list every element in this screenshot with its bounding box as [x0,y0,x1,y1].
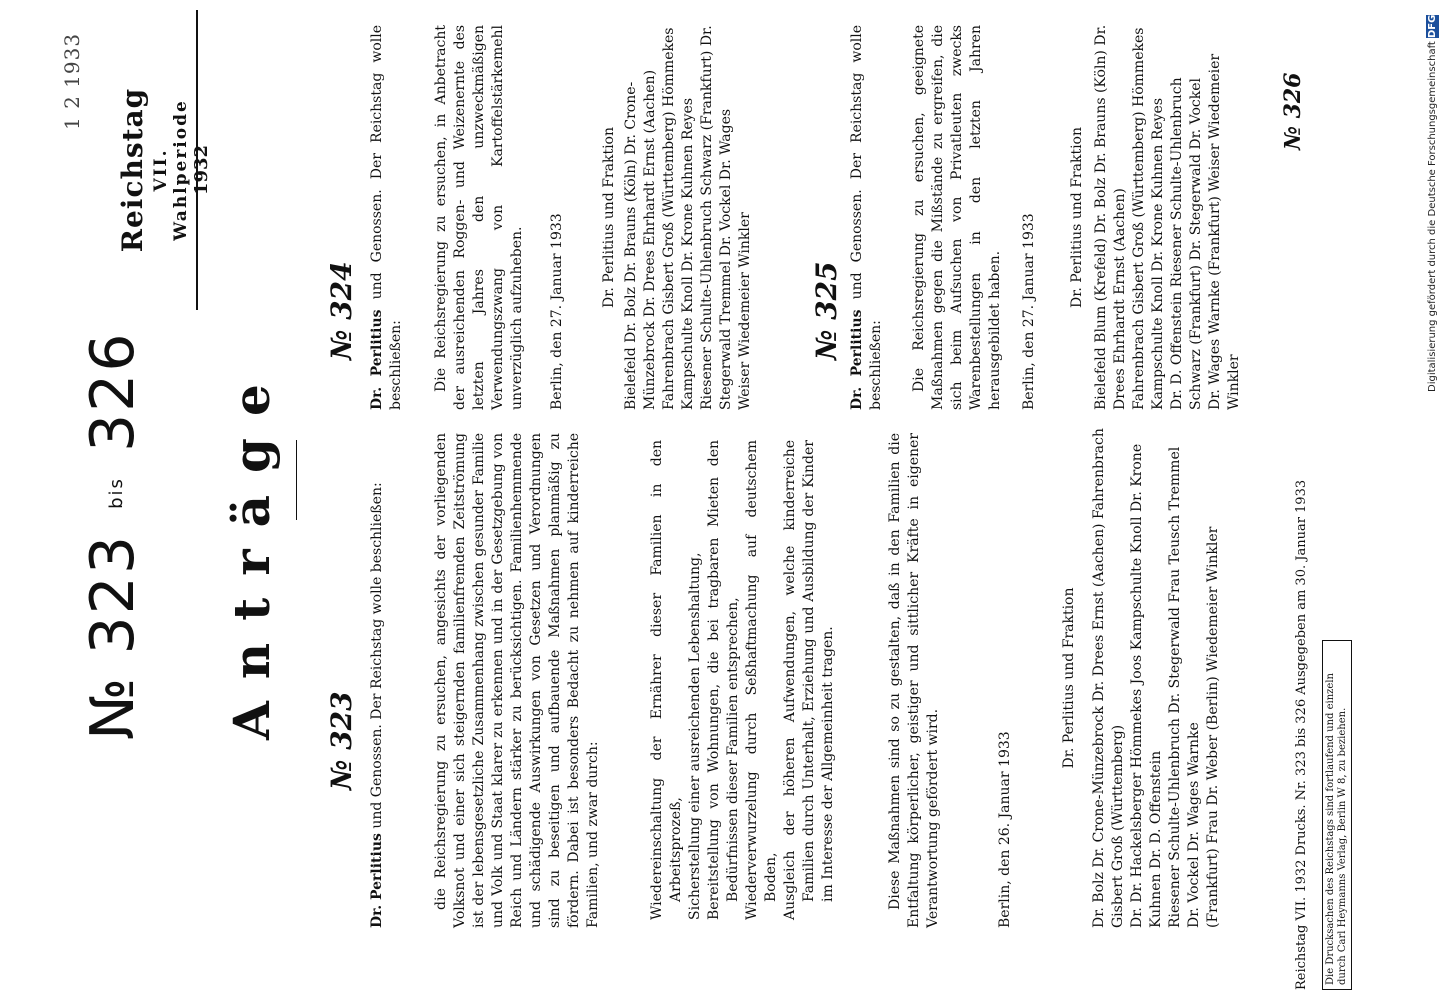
antrag-323-items [648,440,838,920]
antrag-325-intro-text: und Genossen. Der Reichstag wolle beschließen: [849,25,884,410]
digitization-text: Digitalisierung gefördert durch die Deutsche Forschungsgemeinschaft [1427,41,1438,392]
header-wahlperiode: VII. Wahlperiode [151,99,191,241]
footer-next-number: № 326 [1280,72,1306,150]
antrag-325-signers [1092,20,1244,410]
title-divider [296,440,297,520]
antrag-323-author: Dr. Perlitius [369,833,385,928]
signer-line: Riesener Schulte-Uhlenbruch Dr. Stegerwald Frau Teusch Tremmel Dr. Vockel Dr. Wages Warnke [1167,446,1202,928]
antrag-323-number: № 323 [325,691,358,790]
antrag-323-item: Wiedereinschaltung der Ernährer dieser Familien in den Arbeitsprozeß, [649,440,684,920]
signer-line: Dr. Bolz Dr. Crone-Münzebrock Dr. Drees Ernst (Aachen) Fahrenbrach Gisbert Groß (Württemberg) [1091,428,1126,928]
antrag-324-signers [622,20,755,410]
antrag-323-item: Sicherstellung einer ausreichenden Lebenshaltung, [687,552,703,920]
title-antraege: Anträge [222,362,281,740]
signer-line: Dr. Dr. Hackelsberger Hömmekes Joos Kampschulte Knoll Dr. Krone Kuhnen Dr. D. Offenstein [1129,443,1164,928]
antrag-323-date: Berlin, den 26. Januar 1933 [997,731,1013,928]
antrag-323-intro [368,433,387,928]
document-number-title [78,332,148,741]
signer-line: Bielefeld Blum (Krefeld) Dr. Bolz Dr. Brauns (Köln) Dr. Drees Ehrhardt Ernst (Aachen) [1093,24,1128,410]
footer-line: Reichstag VII. 1932 Drucks. Nr. 323 bis 326 Ausgegeben am 30. Januar 1933 [1294,479,1309,990]
antrag-323-signers-head: Dr. Perlitius und Fraktion [1061,587,1077,769]
signer-line: Weiser Wiedemeier Winkler [737,212,753,410]
signer-line: Bielefeld Dr. Bolz Dr. Brauns (Köln) Dr. Crone-Münzebrock Dr. Drees Ehrhardt Ernst (Aachen) [623,69,658,410]
antrag-323-signers [1090,428,1223,928]
antrag-324-signers-head: Dr. Perlitius und Fraktion [601,127,617,308]
antrag-323-item: Bereitstellung von Wohnungen, die bei tragbaren Mieten den Bedürfnissen dieser Familien entsprechen, [706,440,741,920]
antrag-325-date: Berlin, den 27. Januar 1933 [1021,213,1037,410]
title-number-suffix: 326 [78,331,148,453]
antrag-324-intro-text: und Genossen. Der Reichstag wolle beschließen: [369,25,404,410]
digitization-note [1427,12,1447,392]
antrag-325-intro [848,25,886,410]
date-stamp: 1 2 1933 [60,32,84,130]
antrag-325-number: № 325 [810,261,843,360]
antrag-325-signers-head: Dr. Perlitius und Fraktion [1069,127,1085,308]
signer-line: Riesener Schulte-Uhlenbruch Schwarz (Frankfurt) Dr. Stegerwald Tremmel Dr. Vockel Dr. Wages [699,25,734,410]
antrag-324-date: Berlin, den 27. Januar 1933 [549,213,565,410]
antrag-323-intro-text: und Genossen. Der Reichstag wolle beschließen: [369,482,385,834]
antrag-325-author: Dr. Perlitius [849,309,865,410]
antrag-323-body: die Reichsregierung zu ersuchen, angesichts der vorliegenden Volksnot und einer sich steigernden familienfremden Zeitströmung ist der lebensgesetzliche Zusammenhang zwischen gesunder Familie und Volk und Staat klarer zu erkennen und in der Gesetzgebung von Reich und Ländern stärker zu berücksichtigen. Familienhemmende und schädigende Auswirkungen von Gesetzen und Verordnungen sind zu beseitigen und aufbauende Maßnahmen planmäßig zu fördern. Dabei ist besonders Bedacht zu nehmen auf kinderreiche Familien, und zwar durch: [433,433,601,928]
antrag-324-intro [368,25,406,410]
dfg-logo: DFG [1427,14,1438,38]
title-bis: bis [105,477,127,509]
antrag-323-closing: Diese Maßnahmen sind so zu gestalten, daß in den Familien die Entfaltung körperlicher, geistiger und sittlicher Kräfte in eigener Verantwortung gefördert wird. [887,433,941,928]
antrag-325-body: Die Reichsregierung zu ersuchen, geeignete Maßnahmen gegen die Mißstände zu ergreifen, die sich beim Aufsuchen von Privatleuten zwecks Warenbestellungen in den letzten Jahren herausgebildet haben. [911,25,1003,410]
signer-line: Fahrenbrach Gisbert Groß (Württemberg) Hömmekes Kampschulte Knoll Dr. Krone Kuhnen Reyes [661,27,696,410]
header-year: 1932 [191,144,212,196]
antrag-324-author: Dr. Perlitius [369,309,385,410]
antrag-324-number: № 324 [325,261,358,360]
signer-line: Dr. D. Offenstein Riesener Schulte-Uhlenbruch Schwarz (Frankfurt) Dr. Stegerwald Dr. Vockel [1169,77,1204,410]
antrag-323-item: Wiederverwurzelung durch Seßhaftmachung auf deutschem Boden, [744,440,779,920]
title-number-prefix: № 323 [78,534,148,740]
signer-line: Dr. Wages Warnke (Frankfurt) Weiser Wiedemeier Winkler [1207,53,1242,410]
signer-line: Fahrenbrach Gisbert Groß (Württemberg) Hömmekes Kampschulte Knoll Dr. Krone Kuhnen Reyes [1131,27,1166,410]
footer-box: Die Drucksachen des Reichstags sind fortlaufend und einzeln durch Carl Heymanns Verlag, Berlin W 8, zu beziehen. [1322,640,1352,990]
antrag-324-body: Die Reichsregierung zu ersuchen, in Anbetracht der ausreichenden Roggen- und Weizenernte des letzten Jahres den unzweckmäßigen Verwendungszwang von Kartoffelstärkemehl unverzüglich aufzuheben. [433,25,525,410]
header-reichstag: Reichstag [116,87,149,253]
signer-line: (Frankfurt) Frau Dr. Weber (Berlin) Wiedemeier Winkler [1205,526,1221,928]
header-rule [196,10,198,310]
antrag-323-item: Ausgleich der höheren Aufwendungen, welche kinderreiche Familien durch Unterhalt, Erziehung und Ausbildung der Kinder im Interesse der Allgemeinheit tragen. [782,440,836,920]
